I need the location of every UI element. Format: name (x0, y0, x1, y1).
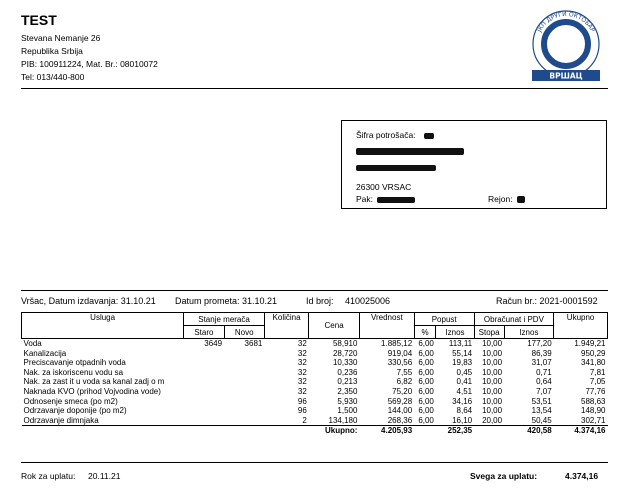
row-quantity: 96 (297, 406, 307, 416)
redacted-pak (377, 197, 415, 203)
header-divider (21, 88, 608, 89)
section-divider (21, 290, 608, 291)
row-price: 28,720 (332, 348, 358, 358)
row-total: 1.949,21 (574, 339, 606, 348)
row-vat-amount: 31,07 (531, 358, 552, 368)
header-value: Vrednost (359, 313, 414, 339)
header-new: Novo (224, 326, 264, 339)
row-vat-amount: 0,71 (536, 367, 552, 377)
row-vat-rate: 20,00 (482, 415, 503, 425)
row-price: 134,180 (328, 415, 358, 425)
row-discount-percent: 6,00 (418, 339, 434, 348)
totals-vat: 420,58 (504, 426, 554, 436)
table-row (22, 387, 608, 397)
row-new (224, 406, 264, 416)
row-price: 0,236 (337, 367, 358, 377)
company-country: Republika Srbija (21, 46, 83, 56)
row-discount-amount: 113,11 (448, 339, 473, 348)
row-total: 950,29 (581, 348, 606, 358)
row-new: 3681 (244, 339, 263, 348)
row-total: 77,76 (585, 386, 606, 396)
table-row (22, 416, 608, 426)
row-value: 6,82 (396, 377, 413, 387)
row-old (184, 358, 224, 368)
id-label: Id broj: (306, 296, 334, 306)
row-old (184, 377, 224, 387)
header-vat: Obračunat i PDV (474, 313, 554, 326)
redacted-street (356, 165, 436, 171)
footer-divider (21, 462, 608, 463)
row-vat-rate: 10,00 (482, 358, 503, 368)
items-table (21, 312, 608, 436)
row-service: Odrzavanje dimnjaka (23, 415, 99, 425)
row-price: 10,330 (332, 358, 358, 368)
table-row (22, 349, 608, 359)
row-new (224, 368, 264, 378)
company-phone: Tel: 013/440-800 (21, 72, 85, 82)
service-date: Datum prometa: 31.10.21 (175, 296, 278, 306)
row-service: Odrzavanje doponije (po m2) (23, 406, 127, 416)
row-discount-amount: 0,45 (456, 367, 473, 377)
row-quantity: 32 (297, 358, 307, 368)
row-vat-rate: 10,00 (482, 406, 503, 416)
row-discount-amount: 4,51 (456, 386, 473, 396)
row-discount-percent: 6,00 (418, 406, 434, 416)
row-discount-amount: 8,64 (456, 406, 473, 416)
row-old (184, 368, 224, 378)
row-vat-amount: 177,20 (527, 339, 552, 348)
row-discount-amount: 34,16 (452, 396, 473, 406)
row-vat-amount: 86,39 (531, 348, 552, 358)
company-logo (526, 8, 606, 82)
row-price: 5,930 (337, 396, 358, 406)
row-total: 7,05 (589, 377, 606, 387)
due-date: 20.11.21 (88, 471, 121, 481)
row-value: 569,28 (387, 396, 413, 406)
totals-discount: 252,35 (436, 426, 474, 436)
row-service: Naknada KVO (prihod Vojvodina vode) (23, 386, 161, 396)
logo-bottom-text: ВРШАЦ (549, 71, 583, 81)
row-discount-amount: 16,10 (452, 415, 473, 425)
header-service: Usluga (22, 313, 184, 339)
grand-total-label: Svega za uplatu: (470, 471, 538, 481)
row-total: 302,71 (581, 415, 606, 425)
row-discount-percent: 6,00 (418, 358, 434, 368)
row-service: Odnosenje smeca (po m2) (23, 396, 118, 406)
region-label: Rejon: (488, 194, 513, 204)
row-quantity: 32 (297, 367, 307, 377)
row-quantity: 32 (297, 348, 307, 358)
header-vat-rate: Stopa (474, 326, 504, 339)
header-meter-state: Stanje merača (184, 313, 265, 326)
row-new (224, 358, 264, 368)
customer-code-label: Šifra potrošača: (356, 130, 416, 140)
row-vat-rate: 10,00 (482, 377, 503, 387)
due-label: Rok za uplatu: (21, 471, 76, 481)
row-new (224, 387, 264, 397)
totals-label: Ukupno: (264, 426, 359, 436)
recipient-box (341, 120, 607, 209)
row-price: 0,213 (337, 377, 358, 387)
row-new (224, 416, 264, 426)
row-value: 75,20 (392, 386, 413, 396)
row-value: 1.885,12 (381, 339, 413, 348)
grand-total-value: 4.374,16 (565, 471, 599, 481)
header-total: Ukupno (554, 313, 608, 339)
row-price: 2,350 (337, 386, 358, 396)
row-price: 58,910 (332, 339, 358, 348)
row-vat-rate: 10,00 (482, 339, 503, 348)
row-service: Kanalizacija (23, 348, 67, 358)
header-quantity: Količina (264, 313, 308, 339)
row-value: 268,36 (387, 415, 413, 425)
row-service: Voda (23, 339, 42, 348)
row-new (224, 397, 264, 407)
redacted-region (517, 196, 525, 203)
pak-label: Pak: (356, 194, 374, 204)
row-new (224, 377, 264, 387)
row-service: Nak. za zast it u voda sa kanal zadj o m (23, 377, 165, 387)
row-old (184, 397, 224, 407)
table-row (22, 397, 608, 407)
row-vat-amount: 50,45 (531, 415, 552, 425)
row-discount-percent: 6,00 (418, 367, 434, 377)
header-discount: Popust (414, 313, 474, 326)
table-row (22, 358, 608, 368)
row-value: 144,00 (387, 406, 413, 416)
company-address: Stevana Nemanje 26 (21, 33, 101, 43)
totals-total: 4.374,16 (554, 426, 608, 436)
id-value: 410025006 (345, 296, 391, 306)
header-discount-percent: % (414, 326, 436, 339)
table-row (22, 406, 608, 416)
row-discount-percent: 6,00 (418, 386, 434, 396)
row-total: 148,90 (581, 406, 606, 416)
row-vat-rate: 10,00 (482, 348, 503, 358)
row-vat-rate: 10,00 (482, 386, 503, 396)
row-total: 341,80 (581, 358, 606, 368)
company-ids: PIB: 100911224, Mat. Br.: 08010072 (21, 59, 158, 69)
row-vat-amount: 53,51 (531, 396, 552, 406)
recipient-postal-city: 26300 VRSAC (356, 182, 412, 192)
row-discount-amount: 55,14 (452, 348, 473, 358)
row-old (184, 387, 224, 397)
row-price: 1,500 (337, 406, 358, 416)
row-quantity: 32 (297, 386, 307, 396)
totals-row (22, 426, 608, 436)
logo-top-text: ЈКП ДРУГИ ОКТОБАР (536, 10, 596, 34)
redacted-name (356, 148, 464, 155)
row-total: 588,63 (581, 396, 606, 406)
row-vat-rate: 10,00 (482, 367, 503, 377)
row-old (184, 406, 224, 416)
row-quantity: 32 (297, 339, 307, 348)
redacted-customer-code (424, 133, 434, 139)
header-discount-amount: Iznos (436, 326, 474, 339)
row-total: 7,81 (589, 367, 606, 377)
row-new (224, 349, 264, 359)
table-row (22, 368, 608, 378)
row-discount-percent: 6,00 (418, 348, 434, 358)
row-old: 3649 (204, 339, 223, 348)
row-vat-amount: 0,64 (536, 377, 552, 387)
header-old: Staro (184, 326, 224, 339)
row-service: Nak. za iskoriscenu vodu sa (23, 367, 124, 377)
row-vat-amount: 13,54 (531, 406, 552, 416)
row-value: 330,56 (387, 358, 413, 368)
totals-value: 4.205,93 (359, 426, 414, 436)
row-quantity: 96 (297, 396, 307, 406)
row-vat-rate: 10,00 (482, 396, 503, 406)
row-value: 7,55 (396, 367, 413, 377)
row-quantity: 32 (297, 377, 307, 387)
row-value: 919,04 (387, 348, 413, 358)
row-service: Preciscavanje otpadnih voda (23, 358, 126, 368)
row-vat-amount: 7,07 (536, 386, 552, 396)
table-row (22, 339, 608, 349)
header-vat-amount: Iznos (504, 326, 554, 339)
row-discount-percent: 6,00 (418, 377, 434, 387)
row-discount-amount: 19,83 (452, 358, 473, 368)
row-quantity: 2 (302, 415, 307, 425)
issue-place-date: Vršac, Datum izdavanja: 31.10.21 (21, 296, 156, 306)
row-discount-percent: 6,00 (418, 396, 434, 406)
row-discount-percent: 6,00 (418, 415, 434, 425)
table-row (22, 377, 608, 387)
row-discount-amount: 0,41 (456, 377, 473, 387)
invoice-number: Račun br.: 2021-0001592 (496, 296, 598, 306)
row-old (184, 416, 224, 426)
company-name: TEST (21, 12, 57, 28)
row-old (184, 349, 224, 359)
header-price: Cena (309, 313, 360, 339)
